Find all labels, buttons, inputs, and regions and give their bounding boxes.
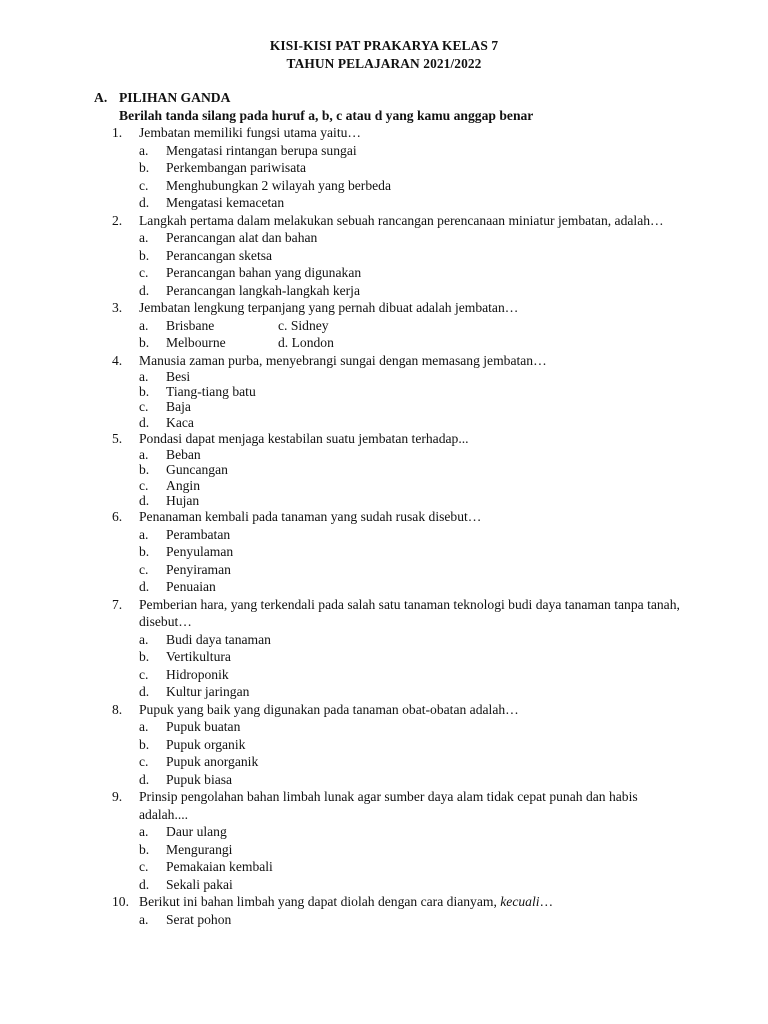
question-2	[0, 212, 768, 300]
question-text-tail: …	[539, 894, 554, 909]
option-d: d. Pupuk biasa	[139, 771, 233, 787]
option-a: a. Beban	[139, 447, 201, 463]
question-number: 2.	[112, 212, 123, 228]
question-number: 10.	[112, 894, 129, 909]
question-text: Prinsip pengolahan bahan limbah lunak agar sumber daya alam tidak cepat punah dan habis adalah....	[139, 789, 638, 822]
question-number: 7.	[112, 596, 123, 612]
question-text: Pondasi dapat menjaga kestabilan suatu jembatan terhadap...	[139, 430, 469, 446]
question-text: Pupuk yang baik yang digunakan pada tanaman obat-obatan adalah…	[139, 701, 519, 717]
option-b: b. Vertikultura	[139, 649, 231, 664]
option-b: b. Guncangan	[139, 462, 228, 478]
question-number: 4.	[112, 352, 123, 368]
option-a: a. Perancangan alat dan bahan	[139, 230, 318, 245]
option-a: a. Besi	[139, 369, 191, 384]
section-letter: A.	[94, 90, 108, 105]
option-c: c. Pemakaian kembali	[139, 859, 273, 874]
question-text: Penanaman kembali pada tanaman yang sudah rusak disebut…	[139, 509, 482, 524]
section-instruction: Berilah tanda silang pada huruf a, b, c atau d yang kamu anggap benar	[119, 108, 534, 123]
question-text: Pemberian hara, yang terkendali pada salah satu tanaman teknologi budi daya tanaman tanpa tanah, disebut…	[139, 596, 680, 629]
document-title: KISI-KISI PAT PRAKARYA KELAS 7	[269, 38, 499, 53]
option-b: b. Pupuk organik	[139, 736, 246, 752]
question-5	[0, 430, 768, 508]
option-c: c. Baja	[139, 399, 191, 415]
question-text: Jembatan memiliki fungsi utama yaitu…	[139, 125, 361, 140]
question-number: 6.	[112, 509, 123, 524]
question-number: 5.	[112, 430, 123, 446]
question-8	[0, 701, 768, 789]
option-c: c. Penyiraman	[139, 561, 231, 577]
option-d: d. Mengatasi kemacetan	[139, 195, 285, 210]
question-number: 9.	[112, 789, 123, 804]
option-d: d. Perancangan langkah-langkah kerja	[139, 282, 360, 298]
option-b: b. Tiang-tiang batu	[139, 384, 256, 400]
option-b: b. Perancangan sketsa	[139, 247, 273, 263]
question-number: 3.	[112, 300, 123, 315]
question-3	[0, 299, 768, 352]
option-row-ac: a. Brisbane c. Sidney	[139, 317, 329, 333]
question-list	[0, 124, 768, 928]
question-text: Manusia zaman purba, menyebrangi sungai dengan memasang jembatan…	[139, 352, 547, 368]
option-c: c. Hidroponik	[139, 666, 229, 682]
question-9	[0, 788, 768, 893]
option-a: a. Perambatan	[139, 526, 231, 542]
option-a: a. Serat pohon	[139, 911, 232, 927]
option-d: d. Penuaian	[139, 579, 216, 594]
question-text: Jembatan lengkung terpanjang yang pernah dibuat adalah jembatan…	[139, 300, 519, 315]
option-b: b. Penyulaman	[139, 544, 234, 559]
question-text: Langkah pertama dalam melakukan sebuah rancangan perencanaan miniatur jembatan, adalah…	[139, 212, 664, 228]
question-4	[0, 352, 768, 430]
option-a: a. Daur ulang	[139, 824, 227, 839]
option-b: b. Perkembangan pariwisata	[139, 160, 307, 175]
option-c: c. Angin	[139, 477, 200, 493]
question-1	[0, 124, 768, 212]
section-title: PILIHAN GANDA	[119, 90, 231, 105]
option-c: c. Perancangan bahan yang digunakan	[139, 265, 362, 280]
question-number: 1.	[112, 125, 123, 140]
option-d: d. Sekali pakai	[139, 876, 233, 892]
question-6	[0, 508, 768, 596]
question-text: Berikut ini bahan limbah yang dapat diolah dengan cara dianyam,	[139, 894, 501, 909]
section-heading	[94, 90, 230, 106]
option-c: c. Menghubungkan 2 wilayah yang berbeda	[139, 177, 391, 193]
question-text-emphasis: kecuali	[500, 894, 540, 909]
option-row-bd: b. Melbourne d. London	[139, 335, 334, 350]
option-d: d. Kultur jaringan	[139, 684, 250, 699]
question-7	[0, 596, 768, 701]
option-b: b. Mengurangi	[139, 841, 233, 857]
question-number: 8.	[112, 701, 123, 717]
document-subtitle: TAHUN PELAJARAN 2021/2022	[286, 56, 482, 71]
option-c: c. Pupuk anorganik	[139, 754, 259, 769]
question-10	[0, 893, 768, 928]
option-a: a. Pupuk buatan	[139, 719, 241, 734]
option-d: d. Kaca	[139, 414, 194, 430]
option-d: d. Hujan	[139, 492, 200, 508]
option-a: a. Mengatasi rintangan berupa sungai	[139, 142, 357, 158]
option-a: a. Budi daya tanaman	[139, 631, 271, 647]
